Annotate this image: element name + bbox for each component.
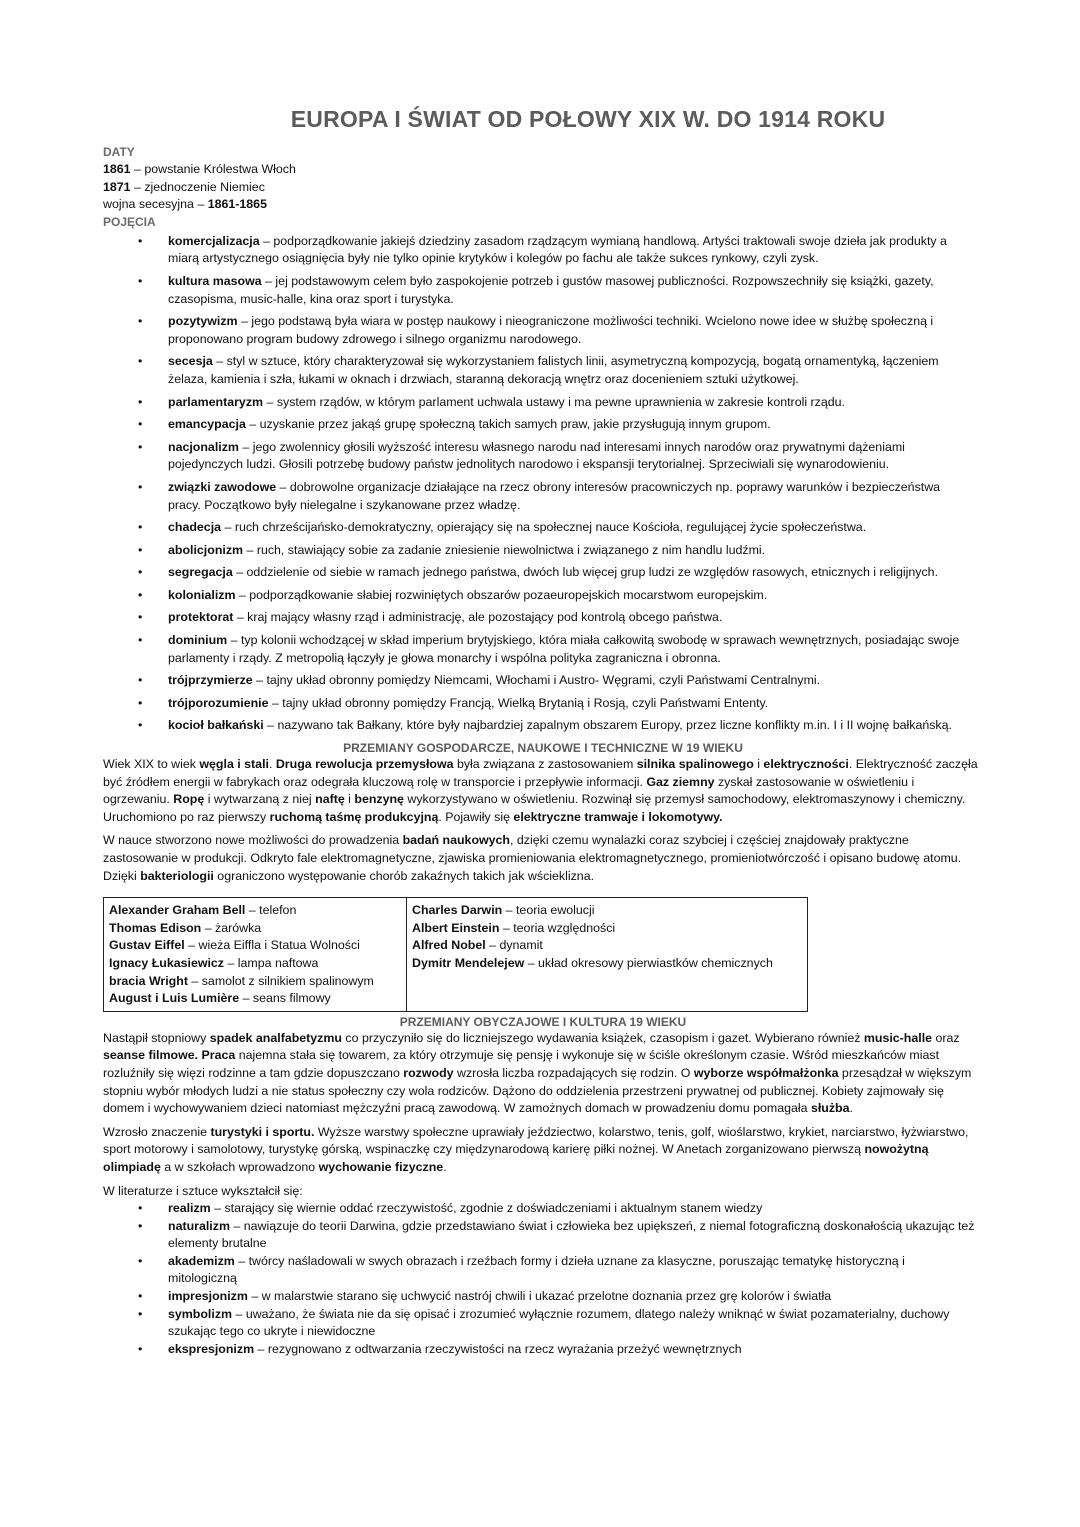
inventor-entry: [109, 990, 401, 1008]
term-name: symbolizm: [168, 1306, 233, 1321]
term-name: akademizm: [168, 1253, 235, 1268]
term-name: kolonializm: [168, 587, 236, 602]
bold-phrase: wyborze współmałżonka: [693, 1065, 839, 1080]
term-name: naturalizm: [168, 1218, 230, 1233]
text-run: Wzrosło znaczenie: [103, 1124, 211, 1139]
term-definition: – nawiązuje do teorii Darwina, gdzie przedstawiano świat i człowieka bez upiększeń, z niemal fotograficzną doskonałością ukazując też elementy brutalne: [168, 1218, 975, 1251]
text-run: przesądzał w większym stopniu wybór młodych ludzi a nie status społeczny czy wola rodziców. Dążono do oddzielenia przestrzeni prywatnej od publicznej. Kobiety zajmowały się domem i wychowywaniem dzieci natomiast mężczyźni pracą zawodową. W zamożnych domach w prowadzeniu domu pomagała: [103, 1065, 972, 1116]
inventor-name: August i Luis Lumière: [109, 991, 240, 1006]
page-title: EUROPA I ŚWIAT OD POŁOWY XIX W. DO 1914 ROKU: [290, 106, 886, 132]
text-run: . Elektryczność zaczęła być źródłem energii w fabrykach oraz odegrała kluczową rolę w transporcie i przepływie informacji.: [103, 757, 978, 789]
inventor-entry: [109, 902, 401, 920]
text-run: wzrosła liczba rozpadających się rodzin. O: [453, 1065, 694, 1080]
term-definition: – kraj mający własny rząd i administrację, ale pozostający pod kontrolą obcego państwa.: [233, 610, 723, 625]
inventor-name: Gustav Eiffel: [109, 938, 185, 953]
text-run: .: [268, 757, 276, 772]
bold-phrase: turystyki i sportu.: [210, 1124, 315, 1139]
text-run: a w szkołach wprowadzono: [160, 1159, 319, 1174]
term-definition: – styl w sztuce, który charakteryzował się wykorzystaniem falistych linii, asymetryczną kompozycją, bogatą ornamentyką, łączeniem żelaza, kamienia i szła, łukami w oknach i drzwiach, staranną dekoracją wnętrz oraz docenieniem sztuki użytkowej.: [168, 354, 939, 386]
invention: – teoria ewolucji: [502, 903, 595, 918]
concept-item: [103, 672, 983, 690]
concept-item: [103, 233, 983, 268]
term-name: dominium: [168, 633, 228, 648]
term-name: nacjonalizm: [168, 439, 239, 454]
bold-phrase: Druga rewolucja przemysłowa: [275, 757, 454, 772]
term-definition: – uważano, że świata nie da się opisać i zrozumieć wyłącznie rozumem, dlatego należy wniknąć w świat pozamaterialny, duchowy szukając tego co ukryte i niewidoczne: [168, 1306, 950, 1339]
text-run: oraz: [932, 1030, 960, 1045]
text-run: . Pojawiły się: [438, 809, 514, 824]
bold-phrase: elektryczne tramwaje i lokomotywy.: [513, 809, 723, 824]
art-style-item: [103, 1253, 983, 1288]
customs-paragraph: [103, 1030, 983, 1118]
inventor-entry: [109, 955, 401, 973]
inventor-entry: [109, 937, 401, 955]
dates-list: [103, 161, 983, 214]
invention: – układ okresowy pierwiastków chemicznych: [524, 955, 773, 970]
term-name: abolicjonizm: [168, 542, 244, 557]
inventors-table: [103, 897, 808, 1012]
text-run: i wytwarzaną z niej: [204, 792, 316, 807]
concept-item: [103, 416, 983, 434]
term-name: secesja: [168, 354, 213, 369]
invention: – lampa naftowa: [224, 955, 319, 970]
date-item: wojna secesyjna – 1861-1865: [103, 197, 267, 212]
invention: – samolot z silnikiem spalinowym: [187, 973, 374, 988]
concept-item: [103, 542, 983, 560]
invention: – dynamit: [485, 938, 543, 953]
concept-item: [103, 717, 983, 735]
text-run: zyskał zastosowanie w oświetleniu i ogrzewaniu.: [103, 774, 915, 807]
text-run: była związana z zastosowaniem: [453, 757, 637, 772]
term-name: komercjalizacja: [168, 233, 260, 248]
literature-intro: W literaturze i sztuce wykształcił się:: [103, 1183, 303, 1198]
bold-phrase: music-halle: [863, 1030, 933, 1045]
term-definition: – tajny układ obronny pomiędzy Francją, Wielką Brytanią i Rosją, czyli Państwami Ententy.: [268, 695, 769, 710]
concept-item: [103, 609, 983, 627]
term-name: segregacja: [168, 565, 233, 580]
text-run: Nastąpił stopniowy: [103, 1030, 210, 1045]
bold-phrase: benzynę: [354, 792, 404, 807]
inventor-entry: [412, 955, 802, 973]
inventor-name: Ignacy Łukasiewicz: [109, 955, 225, 970]
concept-item: [103, 273, 983, 308]
bold-phrase: rozwody: [403, 1065, 454, 1080]
inventor-entry: [412, 902, 802, 920]
concepts-list: [103, 233, 983, 735]
invention: – teoria względności: [499, 920, 616, 935]
concept-item: [103, 632, 983, 667]
bold-phrase: elektryczności: [763, 757, 849, 772]
term-name: realizm: [168, 1201, 211, 1216]
art-style-item: [103, 1200, 983, 1218]
text-run: Wyższe warstwy społeczne uprawiały jeździectwo, kolarstwo, tenis, golf, wioślarstwo, krykiet, narciarstwo, łyżwiarstwo, sport motorowy i samolotowy, turystykę górską, wspinaczkę czy międzynarodową karierę piłki nożnej. W Anetach zorganizowano pierwszą: [103, 1124, 969, 1157]
dates-label: DATY: [103, 145, 135, 159]
concept-item: [103, 587, 983, 605]
bold-phrase: naftę: [315, 792, 345, 807]
term-name: emancypacja: [168, 417, 246, 432]
inventors-column-right: [407, 898, 807, 1011]
art-style-item: [103, 1288, 983, 1306]
term-definition: – tajny układ obronny pomiędzy Niemcami, Włochami i Austro- Węgrami, czyli Państwami Centralnymi.: [252, 673, 821, 688]
sport-paragraph: [103, 1124, 983, 1177]
inventor-name: Charles Darwin: [412, 903, 503, 918]
concept-item: [103, 695, 983, 713]
text-run: ograniczono występowanie chorób zakaźnych takich jak wścieklizna.: [213, 868, 595, 883]
inventor-name: Alfred Nobel: [412, 938, 486, 953]
term-definition: – dobrowolne organizacje działające na rzecz obrony interesów pracowniczych np. poprawy warunków i bezpieczeństwa pracy. Początkowo były nielegalne i szykanowane przez władzę.: [168, 479, 941, 512]
invention: – żarówka: [201, 920, 262, 935]
art-style-item: [103, 1306, 983, 1341]
date-item: 1861 – powstanie Królestwa Włoch: [103, 162, 296, 176]
term-name: protektorat: [168, 610, 234, 625]
text-run: i: [344, 792, 355, 807]
term-name: impresjonizm: [168, 1289, 248, 1304]
term-name: trójprzymierze: [168, 673, 253, 688]
art-styles-list: [103, 1200, 983, 1358]
art-style-item: [103, 1218, 983, 1253]
concept-item: [103, 439, 983, 474]
bold-phrase: badań naukowych: [402, 833, 511, 848]
term-name: pozytywizm: [168, 314, 238, 329]
economy-section-title: PRZEMIANY GOSPODARCZE, NAUKOWE I TECHNICZNE W 19 WIEKU: [343, 741, 743, 756]
bold-phrase: seanse filmowe.: [103, 1048, 199, 1063]
inventor-name: Albert Einstein: [412, 920, 500, 935]
economy-paragraph: [103, 756, 983, 826]
concept-item: [103, 313, 983, 348]
term-name: trójporozumienie: [168, 695, 269, 710]
term-definition: – podporządkowanie słabiej rozwiniętych obszarów pozaeuropejskich mocarstwom europejskim.: [235, 587, 768, 602]
term-definition: – jej podstawowym celem było zaspokojenie potrzeb i gustów masowej publiczności. Rozpowszechniły się książki, gazety, czasopisma, music-halle, kina oraz sport i turystyka.: [168, 273, 934, 306]
inventor-entry: [412, 937, 802, 955]
bold-phrase: Ropę: [173, 792, 205, 807]
invention: – telefon: [245, 903, 297, 918]
term-definition: – twórcy naśladowali w swych obrazach i rzeźbach formy i dzieła uznane za klasyczne, poruszając tematykę historyczną i mitologiczną: [168, 1253, 905, 1286]
text-run: W nauce stworzono nowe możliwości do prowadzenia: [103, 833, 403, 848]
term-definition: – podporządkowanie jakiejś dziedziny zasadom rządzącym wymianą handlową. Artyści traktowali swoje dzieła jak produkty a miarą artystycznego osiągnięcia były nie tylko opinie krytyków i kolegów po fachu ale także sukces rynkowy, czyli zysk.: [168, 233, 947, 266]
bold-phrase: Praca: [201, 1048, 236, 1063]
term-definition: – oddzielenie od siebie w ramach jednego państwa, dwóch lub więcej grup ludzi ze względów rasowych, etnicznych i religijnych.: [232, 565, 939, 580]
bold-phrase: Gaz ziemny: [646, 774, 715, 789]
text-run: Wiek XIX to wiek: [103, 757, 200, 772]
inventor-entry: [109, 920, 401, 938]
document-page: [103, 104, 983, 1358]
text-run: .: [443, 1159, 447, 1174]
date-item: 1871 – zjednoczenie Niemiec: [103, 179, 265, 194]
term-definition: – nazywano tak Bałkany, które były najbardziej zapalnym obszarem Europy, przez liczne konflikty m.in. I i II wojnę bałkańską.: [263, 718, 952, 733]
inventor-name: Alexander Graham Bell: [109, 903, 246, 918]
text-run: , dzięki czemu wynalazki coraz szybciej i częściej znajdowały praktyczne zastosowanie w produkcji. Odkryto fale elektromagnetyczne, zjawiska promieniowania elektromagnetycznego, promieniotwórczość i opisano budowę atomu. Dzięki: [103, 833, 962, 883]
concept-item: [103, 353, 983, 388]
bold-phrase: nowożytną olimpiadę: [103, 1142, 929, 1174]
inventor-entry: [412, 920, 802, 938]
term-name: kocioł bałkański: [168, 718, 264, 733]
concept-item: [103, 479, 983, 514]
invention: – wieża Eiffla i Statua Wolności: [184, 938, 360, 953]
term-name: związki zawodowe: [168, 479, 277, 494]
bold-phrase: spadek analfabetyzmu: [209, 1030, 342, 1045]
bold-phrase: bakteriologii: [140, 868, 214, 883]
science-paragraph: [103, 832, 983, 885]
concept-item: [103, 394, 983, 412]
inventor-entry: [109, 973, 401, 991]
text-run: wykorzystywano w oświetleniu. Rozwinął się przemysł samochodowy, elektromaszynowy i chemiczny. Uruchomiono po raz pierwszy: [103, 792, 966, 824]
term-definition: – jego zwolennicy głosili wyższość interesu własnego narodu nad interesami innych narodów oraz prywatnymi dążeniami pojedynczych ludzi. Głosili potrzebę budowy państw jednolitych narodowo i ekspansji terytorialnej. Sprzeciwiali się wynarodowieniu.: [168, 439, 905, 472]
bold-phrase: wychowanie fizyczne: [318, 1159, 444, 1174]
bold-phrase: służba: [810, 1101, 850, 1116]
invention: – seans filmowy: [239, 991, 331, 1006]
term-definition: – typ kolonii wchodzącej w skład imperium brytyjskiego, która miała całkowitą swobodę w sprawach wewnętrznych, posiadając swoje parlamenty i rządy. Z metropolią łączyły je głowa monarchy i wspólna polityka zagraniczna i obronna.: [168, 633, 960, 665]
term-definition: – system rządów, w którym parlament uchwala ustawy i ma pewne uprawnienia w zakresie kontroli rządu.: [263, 394, 845, 409]
text-run: i: [753, 757, 764, 772]
term-name: ekspresjonizm: [168, 1341, 255, 1356]
bold-phrase: węgla i stali: [199, 757, 269, 772]
inventor-name: Thomas Edison: [109, 920, 202, 935]
text-run: najemna stała się towarem, za który otrzymuje się pensję i wykonuje się w ściśle określonym czasie. Wśród mieszkańców miast rozluźniły się więzi rodzinne a tam gdzie dopuszczano: [103, 1048, 940, 1080]
culture-section-title: PRZEMIANY OBYCZAJOWE I KULTURA 19 WIEKU: [399, 1014, 687, 1029]
bold-phrase: ruchomą taśmę produkcyjną: [269, 809, 439, 824]
term-definition: – ruch, stawiający sobie za zadanie zniesienie niewolnictwa i związanego z nim handlu ludźmi.: [243, 542, 766, 557]
term-definition: – starający się wiernie oddać rzeczywistość, zgodnie z doświadczeniami i aktualnym stanem wiedzy: [210, 1201, 763, 1216]
term-definition: – ruch chrześcijańsko-demokratyczny, opierający się na społecznej nauce Kościoła, regulującej życie społeczeństwa.: [221, 520, 867, 535]
inventor-name: Dymitr Mendelejew: [412, 955, 525, 970]
term-name: kultura masowa: [168, 273, 262, 288]
term-name: chadecja: [168, 520, 222, 535]
concept-item: [103, 564, 983, 582]
text-run: .: [849, 1101, 853, 1116]
inventor-name: bracia Wright: [109, 973, 188, 988]
term-name: parlamentaryzm: [168, 394, 264, 409]
term-definition: – uzyskanie przez jakąś grupę społeczną takich samych praw, jakie przysługują innym grupom.: [245, 417, 771, 432]
concept-item: [103, 519, 983, 537]
art-style-item: [103, 1341, 983, 1359]
term-definition: – rezygnowano z odtwarzania rzeczywistości na rzecz wyrażania przeżyć wewnętrznych: [254, 1341, 742, 1356]
term-definition: – jego podstawą była wiara w postęp naukowy i nieograniczone możliwości techniki. Wcielono nowe idee w służbę społeczną i proponowano program budowy zdrowego i silnego organizmu narodowego.: [168, 314, 934, 346]
term-definition: – w malarstwie starano się uchwycić nastrój chwili i ukazać przelotne doznania przez grę kolorów i światła: [247, 1289, 832, 1304]
bold-phrase: silnika spalinowego: [636, 757, 754, 772]
text-run: co przyczyniło się do liczniejszego wydawania książek, czasopism i gazet. Wybierano również: [341, 1030, 864, 1045]
concepts-label: POJĘCIA: [103, 214, 156, 229]
inventors-column-left: [104, 898, 407, 1011]
